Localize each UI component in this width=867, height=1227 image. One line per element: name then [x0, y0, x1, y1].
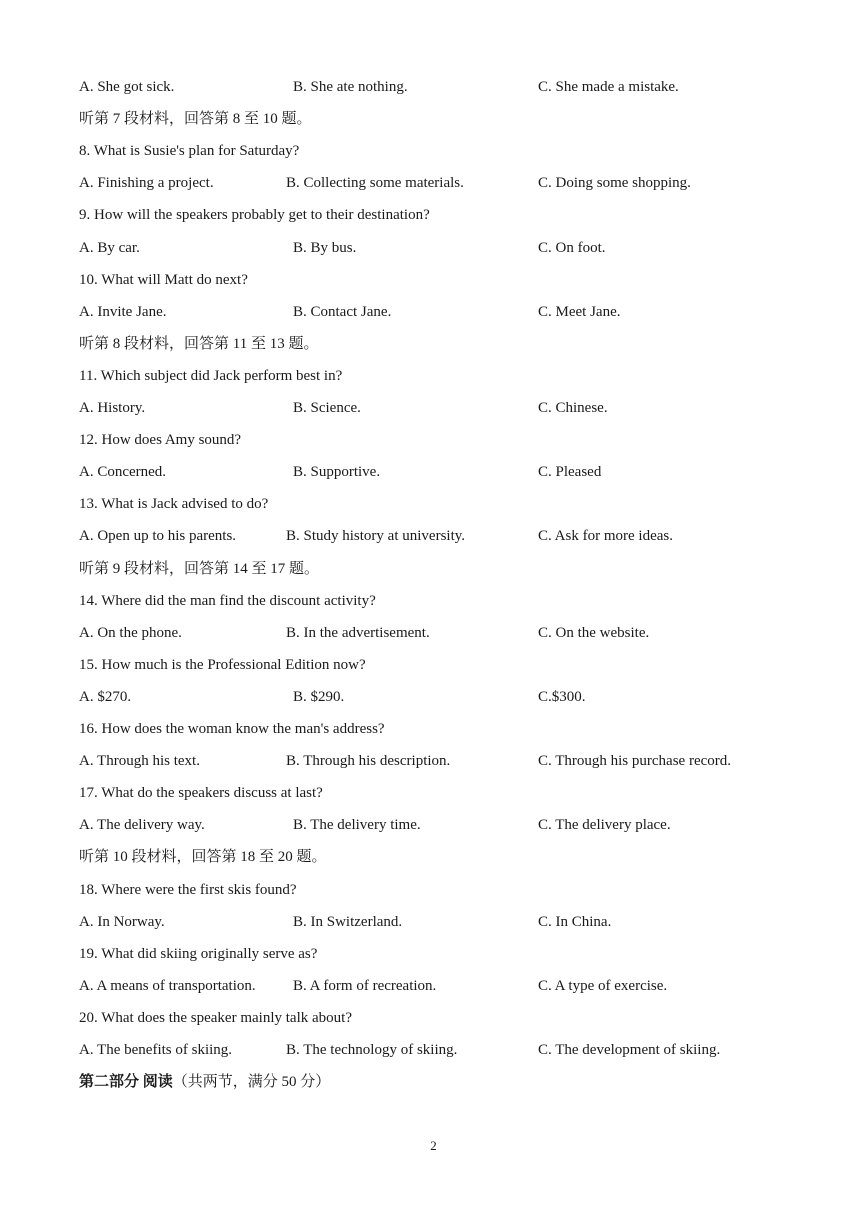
question-text: 19. What did skiing originally serve as? [79, 945, 318, 962]
question-text: 18. Where were the first skis found? [79, 881, 297, 898]
option-b: B. A form of recreation. [293, 977, 437, 994]
option-b: B. She ate nothing. [293, 79, 408, 95]
option-c: C. Doing some shopping. [538, 175, 691, 192]
option-row [79, 525, 799, 547]
option-row [79, 814, 799, 836]
option-row [79, 461, 799, 483]
question-text: 17. What do the speakers discuss at last? [79, 785, 323, 802]
option-c: C. In China. [538, 913, 612, 930]
option-c: C. Through his purchase record. [538, 753, 732, 770]
option-a: A. The delivery way. [79, 817, 205, 834]
option-a: A. By car. [79, 239, 140, 256]
option-a: A. Finishing a project. [79, 175, 214, 192]
option-b: B. In the advertisement. [286, 624, 430, 641]
option-row [79, 1039, 799, 1061]
option-b: B. Contact Jane. [293, 303, 392, 320]
option-c: C. The development of skiing. [538, 1042, 721, 1058]
question-text: 11. Which subject did Jack perform best in? [79, 367, 343, 384]
option-row [79, 686, 799, 708]
option-row [79, 911, 799, 933]
option-a: A. History. [79, 400, 146, 416]
section-heading [79, 1071, 799, 1093]
option-a: A. In Norway. [79, 913, 165, 930]
option-row [79, 172, 799, 194]
listening-instruction: 听第 7 段材料，回答第 8 至 10 题。 [79, 111, 312, 128]
option-b: B. Science. [293, 400, 361, 416]
option-a: A. Through his text. [79, 753, 200, 770]
option-c: C. Meet Jane. [538, 303, 621, 320]
option-a: A. The benefits of skiing. [79, 1042, 233, 1058]
option-a: A. On the phone. [79, 624, 182, 641]
option-row [79, 237, 799, 259]
option-row [79, 975, 799, 997]
question-text: 13. What is Jack advised to do? [79, 496, 269, 513]
option-row [79, 76, 799, 98]
option-row [79, 301, 799, 323]
option-c: C. Chinese. [538, 400, 608, 416]
option-c: C. She made a mistake. [538, 79, 679, 95]
page-number: 2 [430, 1138, 437, 1153]
listening-instruction: 听第 9 段材料，回答第 14 至 17 题。 [79, 560, 320, 577]
option-row [79, 622, 799, 644]
option-b: B. Supportive. [293, 464, 381, 481]
listening-instruction: 听第 8 段材料，回答第 11 至 13 题。 [79, 335, 319, 352]
option-b: B. By bus. [293, 239, 357, 256]
section-title: 第二部分 阅读 [79, 1074, 173, 1091]
option-b: B. Study history at university. [286, 528, 466, 545]
question-text: 20. What does the speaker mainly talk about? [79, 1009, 352, 1026]
option-a: A. She got sick. [79, 79, 175, 95]
option-b: B. The technology of skiing. [286, 1042, 458, 1058]
option-c: C. The delivery place. [538, 817, 671, 834]
question-text: 15. How much is the Professional Edition now? [79, 656, 366, 673]
option-a: A. Concerned. [79, 464, 167, 481]
option-b: B. $290. [293, 688, 345, 705]
option-b: B. The delivery time. [293, 817, 421, 834]
question-text: 16. How does the woman know the man's address? [79, 721, 385, 737]
option-c: C. On the website. [538, 624, 650, 641]
question-text: 10. What will Matt do next? [79, 271, 248, 288]
option-c: C.$300. [538, 688, 586, 705]
option-c: C. Pleased [538, 464, 602, 481]
option-c: C. Ask for more ideas. [538, 528, 673, 545]
option-a: A. $270. [79, 688, 132, 705]
section-note: （共两节，满分 50 分） [172, 1074, 331, 1091]
question-text: 8. What is Susie's plan for Saturday? [79, 143, 300, 160]
option-c: C. On foot. [538, 239, 606, 256]
question-text: 12. How does Amy sound? [79, 432, 242, 449]
option-b: B. Through his description. [286, 753, 451, 770]
question-text: 9. How will the speakers probably get to their destination? [79, 207, 430, 224]
option-b: B. In Switzerland. [293, 913, 403, 930]
listening-instruction: 听第 10 段材料，回答第 18 至 20 题。 [79, 849, 327, 866]
question-text: 14. Where did the man find the discount activity? [79, 592, 376, 609]
option-row [79, 750, 799, 772]
option-a: A. Invite Jane. [79, 303, 167, 320]
option-b: B. Collecting some materials. [286, 175, 464, 192]
option-a: A. Open up to his parents. [79, 528, 237, 545]
option-a: A. A means of transportation. [79, 977, 256, 994]
option-c: C. A type of exercise. [538, 977, 668, 994]
option-row [79, 397, 799, 419]
